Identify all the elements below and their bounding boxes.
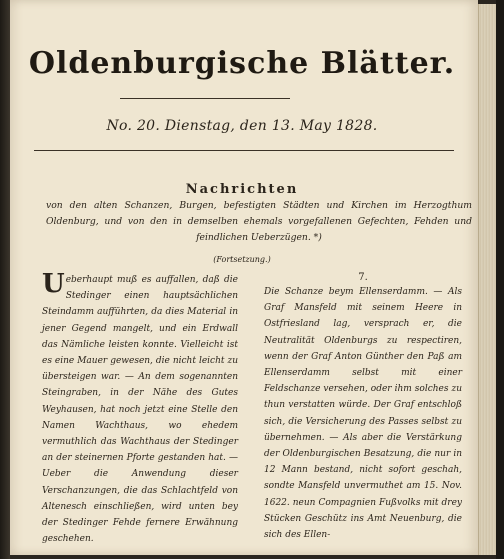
newspaper-page [10, 0, 478, 555]
issue-line: No. 20. Dienstag, den 13. May 1828. [106, 118, 378, 134]
left-column [42, 269, 238, 547]
article-title: Nachrichten [185, 182, 299, 197]
right-column-text: Die Schanze beym Ellenserdamm. — Als Graf Mansfeld mit seinem Heere in Ostfriesland lag, versprach er, die Neutralität Oldenburgs zu respectiren, wenn der Graf Anton Günther den Paß am Ellenserdamm selbst mit einer Feldschanze versehen, oder ihm solches zu thun verstatten würde. Der Graf entschloß sich, die Versicherung des Passes selbst zu übernehmen. — Als aber die Verstärkung der Oldenburgischen Besatzung, die nur in 12 Mann bestand, nicht sofort geschah, sondte Mansfeld unvermuthet am 15. Nov. 1622. neun Compagnien Fußvolks mit drey Stücken Geschütz ins Amt Neuenburg, die sich des Ellen- [264, 287, 462, 541]
issue-rule-bottom [34, 150, 454, 151]
book-spine-shadow [0, 0, 10, 559]
article-subtitle: von den alten Schanzen, Burgen, befestigten Städten und Kirchen im Herzogthum Oldenburg, und von den in demselben ehemals vorgefallenen Gefechten, Fehden und feindlichen Ueberzügen. *) [46, 200, 472, 243]
page-stack-edge [478, 4, 497, 555]
right-column [264, 272, 462, 543]
left-column-text: eberhaupt muß es auffallen, daß die Stedinger einen hauptsächlichen Steindamm aufführten, da dies Material in jener Gegend mangelt, und ein Erdwall das Nämliche leisten konnte. Vielleicht ist es eine Mauer gewesen, die nicht leicht zu übersteigen war. — An dem sogenannten Steingraben, in der Nähe des Gutes Weyhausen, hat noch jetzt eine Stelle den Namen Wachthaus, wo ehedem vermuthlich das Wachthaus der Stedinger an der steinernen Pforte gestanden hat. — Ueber die Anwendung dieser Verschanzungen, die das Schlachtfeld von Altenesch einschließen, wird unten bey der Stedinger Fehde fernere Erwähnung geschehen. [42, 275, 238, 545]
dropcap-letter: U [42, 269, 65, 299]
continued-note: (Fortsetzung.) [213, 255, 271, 264]
section-number: 7. [358, 272, 368, 283]
background-edge [496, 0, 504, 559]
masthead-rule [120, 98, 290, 99]
masthead-title: Oldenburgische Blätter. [28, 46, 456, 81]
